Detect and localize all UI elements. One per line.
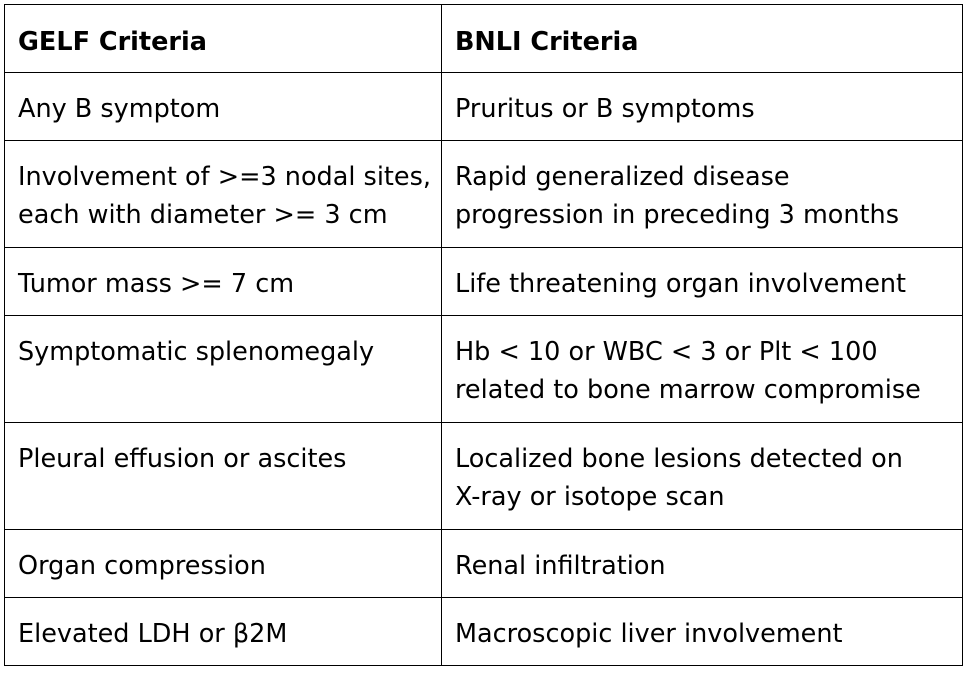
header-bnli: BNLI Criteria: [442, 5, 963, 73]
table-row: [5, 423, 963, 530]
gelf-cell: [5, 598, 442, 666]
cell-text: Involvement of >=3 nodal sites,: [18, 162, 431, 192]
cell-text: Localized bone lesions detected on: [455, 444, 903, 474]
table-row: [5, 530, 963, 598]
cell-text: X-ray or isotope scan: [455, 482, 725, 512]
cell-text: Elevated LDH or β2M: [18, 619, 288, 649]
header-gelf: GELF Criteria: [5, 5, 442, 73]
gelf-cell: [5, 316, 442, 423]
cell-text: progression in preceding 3 months: [455, 200, 899, 230]
cell-text: Pruritus or B symptoms: [455, 94, 755, 124]
gelf-cell: [5, 141, 442, 248]
cell-text: Hb < 10 or WBC < 3 or Plt < 100: [455, 337, 878, 367]
gelf-cell: [5, 73, 442, 141]
cell-text: Life threatening organ involvement: [455, 269, 907, 299]
table-row: [5, 141, 963, 248]
cell-text: Symptomatic splenomegaly: [18, 337, 375, 367]
criteria-table: [4, 4, 963, 666]
cell-text: Macroscopic liver involvement: [455, 619, 843, 649]
table-row: [5, 316, 963, 423]
bnli-cell: [442, 73, 963, 141]
cell-text: Pleural effusion or ascites: [18, 444, 347, 474]
bnli-cell: [442, 316, 963, 423]
cell-text: Rapid generalized disease: [455, 162, 790, 192]
cell-text: Any B symptom: [18, 94, 221, 124]
bnli-cell: [442, 423, 963, 530]
cell-text: Renal infiltration: [455, 551, 666, 581]
table-header: [5, 5, 963, 73]
cell-text: Organ compression: [18, 551, 266, 581]
bnli-cell: [442, 248, 963, 316]
table-row: [5, 598, 963, 666]
cell-text: related to bone marrow compromise: [455, 375, 921, 405]
table-row: [5, 73, 963, 141]
gelf-cell: [5, 248, 442, 316]
bnli-cell: [442, 598, 963, 666]
gelf-cell: [5, 423, 442, 530]
cell-text: Tumor mass >= 7 cm: [18, 269, 295, 299]
table-row: [5, 248, 963, 316]
header-row: [5, 5, 963, 73]
table-body: [5, 73, 963, 666]
cell-text: each with diameter >= 3 cm: [18, 200, 388, 230]
bnli-cell: [442, 141, 963, 248]
gelf-cell: [5, 530, 442, 598]
bnli-cell: [442, 530, 963, 598]
